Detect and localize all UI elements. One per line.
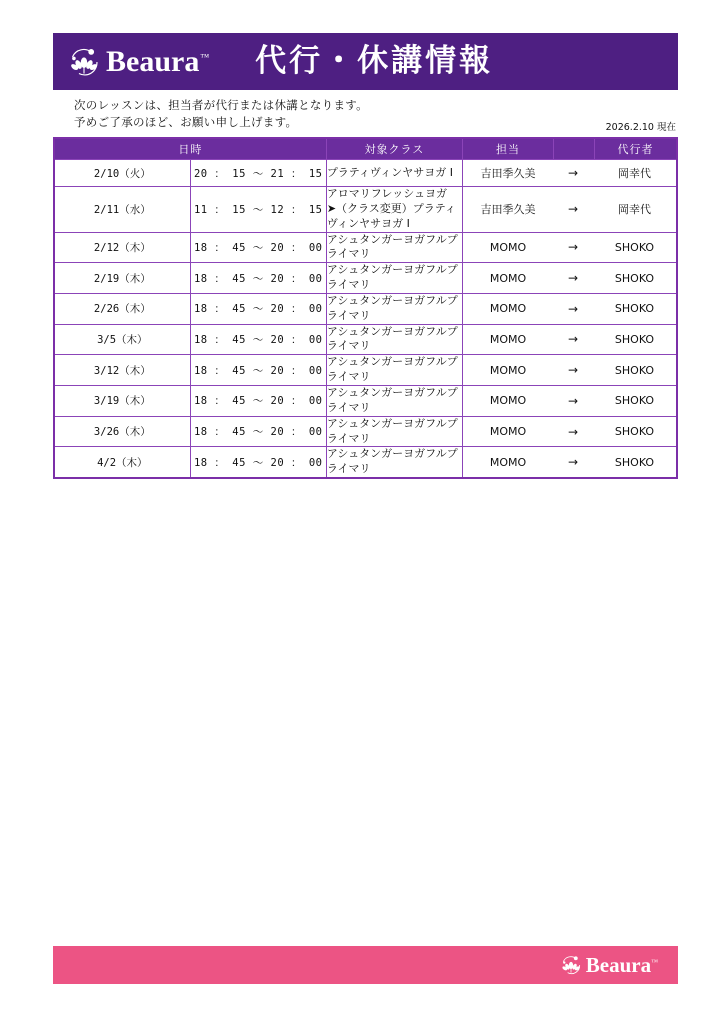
brand-logo — [66, 44, 209, 80]
cell-staff-change — [463, 447, 678, 478]
staff-original: MOMO — [489, 302, 527, 316]
table-row — [54, 160, 677, 187]
cell-staff-change — [463, 385, 678, 416]
class-line-1: プラティヴィンヤサヨガ Ⅰ — [326, 165, 454, 179]
table-row — [54, 416, 677, 447]
col-header-staff: 担当 — [463, 138, 554, 160]
arrow-right-icon: → — [567, 301, 579, 316]
staff-original: MOMO — [489, 240, 527, 254]
cell-staff-change — [463, 160, 678, 187]
arrow-right-icon: → — [567, 202, 579, 217]
arrow-right-icon: → — [567, 240, 579, 255]
page-footer — [53, 946, 678, 984]
col-header-datetime: 日時 — [54, 138, 326, 160]
lead-line-2: 予めご了承のほど、お願い申し上げます。 — [74, 114, 298, 129]
table-row — [54, 232, 677, 263]
trademark-symbol: ™ — [200, 51, 210, 62]
cell-class — [326, 355, 462, 386]
arrow-right-icon: → — [567, 332, 579, 347]
cell-time: 20 ： 15 ～ 21 ： 15 — [190, 160, 326, 187]
staff-original: MOMO — [489, 455, 527, 469]
brand-wordmark: Beaura™ — [106, 44, 210, 78]
footer-brand-logo — [559, 953, 658, 977]
staff-substitute: SHOKO — [614, 332, 655, 346]
staff-original: MOMO — [489, 332, 527, 346]
cell-date: 3/19（木） — [54, 385, 190, 416]
lotus-icon — [559, 953, 583, 977]
cell-staff-change — [463, 416, 678, 447]
cell-time: 18 ： 45 ～ 20 ： 00 — [190, 447, 326, 478]
schedule-table-wrap — [53, 137, 678, 479]
cell-class — [326, 447, 462, 478]
class-line-1: アシュタンガーヨガフルプライマリ — [326, 416, 458, 445]
table-row — [54, 447, 677, 478]
col-header-substitute: 代行者 — [595, 138, 678, 160]
table-row — [54, 293, 677, 324]
cell-staff-change — [463, 324, 678, 355]
cell-date: 2/11（水） — [54, 187, 190, 233]
table-head — [54, 138, 677, 160]
cell-date: 2/12（木） — [54, 232, 190, 263]
staff-substitute: SHOKO — [614, 455, 655, 469]
footer-brand-wordmark: Beaura™ — [585, 952, 658, 977]
staff-original: MOMO — [489, 425, 527, 438]
as-of-date: 2026.2.10 現在 — [605, 122, 676, 133]
staff-original: 吉田季久美 — [480, 167, 536, 180]
staff-original: 吉田季久美 — [480, 203, 536, 217]
class-line-1: アシュタンガーヨガフルプライマリ — [326, 324, 458, 353]
page-title: 代行・休講情報 — [255, 43, 494, 79]
class-line-1: アシュタンガーヨガフルプライマリ — [326, 447, 458, 476]
cell-staff-change — [463, 355, 678, 386]
arrow-right-icon: → — [567, 393, 579, 408]
staff-substitute: SHOKO — [614, 302, 655, 316]
staff-substitute: SHOKO — [614, 271, 655, 285]
cell-time: 18 ： 45 ～ 20 ： 00 — [190, 232, 326, 263]
trademark-symbol: ™ — [651, 957, 658, 966]
cell-class — [326, 187, 462, 233]
staff-substitute: SHOKO — [614, 363, 655, 377]
class-line-1: アシュタンガーヨガフルプライマリ — [326, 355, 458, 384]
cell-class — [326, 160, 462, 187]
staff-original: MOMO — [489, 394, 527, 408]
cell-class — [326, 293, 462, 324]
arrow-right-icon: → — [567, 271, 579, 286]
cell-date: 2/26（木） — [54, 293, 190, 324]
cell-date: 3/5（木） — [54, 324, 190, 355]
cell-time: 18 ： 45 ～ 20 ： 00 — [190, 385, 326, 416]
cell-time: 18 ： 45 ～ 20 ： 00 — [190, 293, 326, 324]
staff-original: MOMO — [489, 363, 527, 377]
table-header-row — [54, 138, 677, 160]
col-header-spacer — [554, 138, 595, 160]
cell-date: 2/10（火） — [54, 160, 190, 187]
staff-substitute: SHOKO — [614, 240, 655, 254]
table-row — [54, 187, 677, 233]
cell-date: 3/12（木） — [54, 355, 190, 386]
lead-notice — [74, 97, 368, 130]
class-line-1: アシュタンガーヨガフルプライマリ — [326, 385, 458, 414]
lead-line-1: 次のレッスンは、担当者が代行または休講となります。 — [74, 98, 368, 112]
cell-date: 4/2（木） — [54, 447, 190, 478]
staff-substitute: 岡幸代 — [618, 167, 651, 180]
class-line-1: アシュタンガーヨガフルプライマリ — [326, 293, 458, 322]
cell-date: 3/26（木） — [54, 416, 190, 447]
cell-class — [326, 263, 462, 294]
arrow-right-icon: → — [567, 424, 579, 439]
class-line-1: アロマリフレッシュヨガ — [326, 187, 448, 200]
col-header-class: 対象クラス — [326, 138, 462, 160]
cell-time: 18 ： 45 ～ 20 ： 00 — [190, 324, 326, 355]
cell-class — [326, 232, 462, 263]
page-header — [53, 33, 678, 90]
class-line-1: アシュタンガーヨガフルプライマリ — [326, 263, 458, 292]
staff-substitute: SHOKO — [614, 425, 655, 438]
schedule-table — [53, 137, 678, 479]
cell-date: 2/19（木） — [54, 263, 190, 294]
table-row — [54, 355, 677, 386]
cell-time: 18 ： 45 ～ 20 ： 00 — [190, 355, 326, 386]
lotus-icon — [66, 44, 102, 80]
cell-class — [326, 324, 462, 355]
cell-staff-change — [463, 263, 678, 294]
cell-time: 18 ： 45 ～ 20 ： 00 — [190, 263, 326, 294]
table-row — [54, 263, 677, 294]
staff-original: MOMO — [489, 271, 527, 285]
arrow-right-icon: → — [567, 455, 579, 470]
table-row — [54, 324, 677, 355]
cell-staff-change — [463, 187, 678, 233]
cell-time: 11 ： 15 ～ 12 ： 15 — [190, 187, 326, 233]
staff-substitute: 岡幸代 — [618, 203, 651, 217]
staff-substitute: SHOKO — [614, 394, 655, 408]
class-line-1: アシュタンガーヨガフルプライマリ — [326, 232, 458, 261]
cell-class — [326, 416, 462, 447]
arrow-right-icon: → — [567, 363, 579, 378]
cell-staff-change — [463, 293, 678, 324]
cell-staff-change — [463, 232, 678, 263]
table-body — [54, 160, 677, 479]
cell-time: 18 ： 45 ～ 20 ： 00 — [190, 416, 326, 447]
arrow-right-icon: → — [567, 166, 579, 180]
cell-class — [326, 385, 462, 416]
table-row — [54, 385, 677, 416]
class-line-2: ➤（クラス変更）プラティヴィンヤサヨガ Ⅰ — [326, 201, 456, 230]
